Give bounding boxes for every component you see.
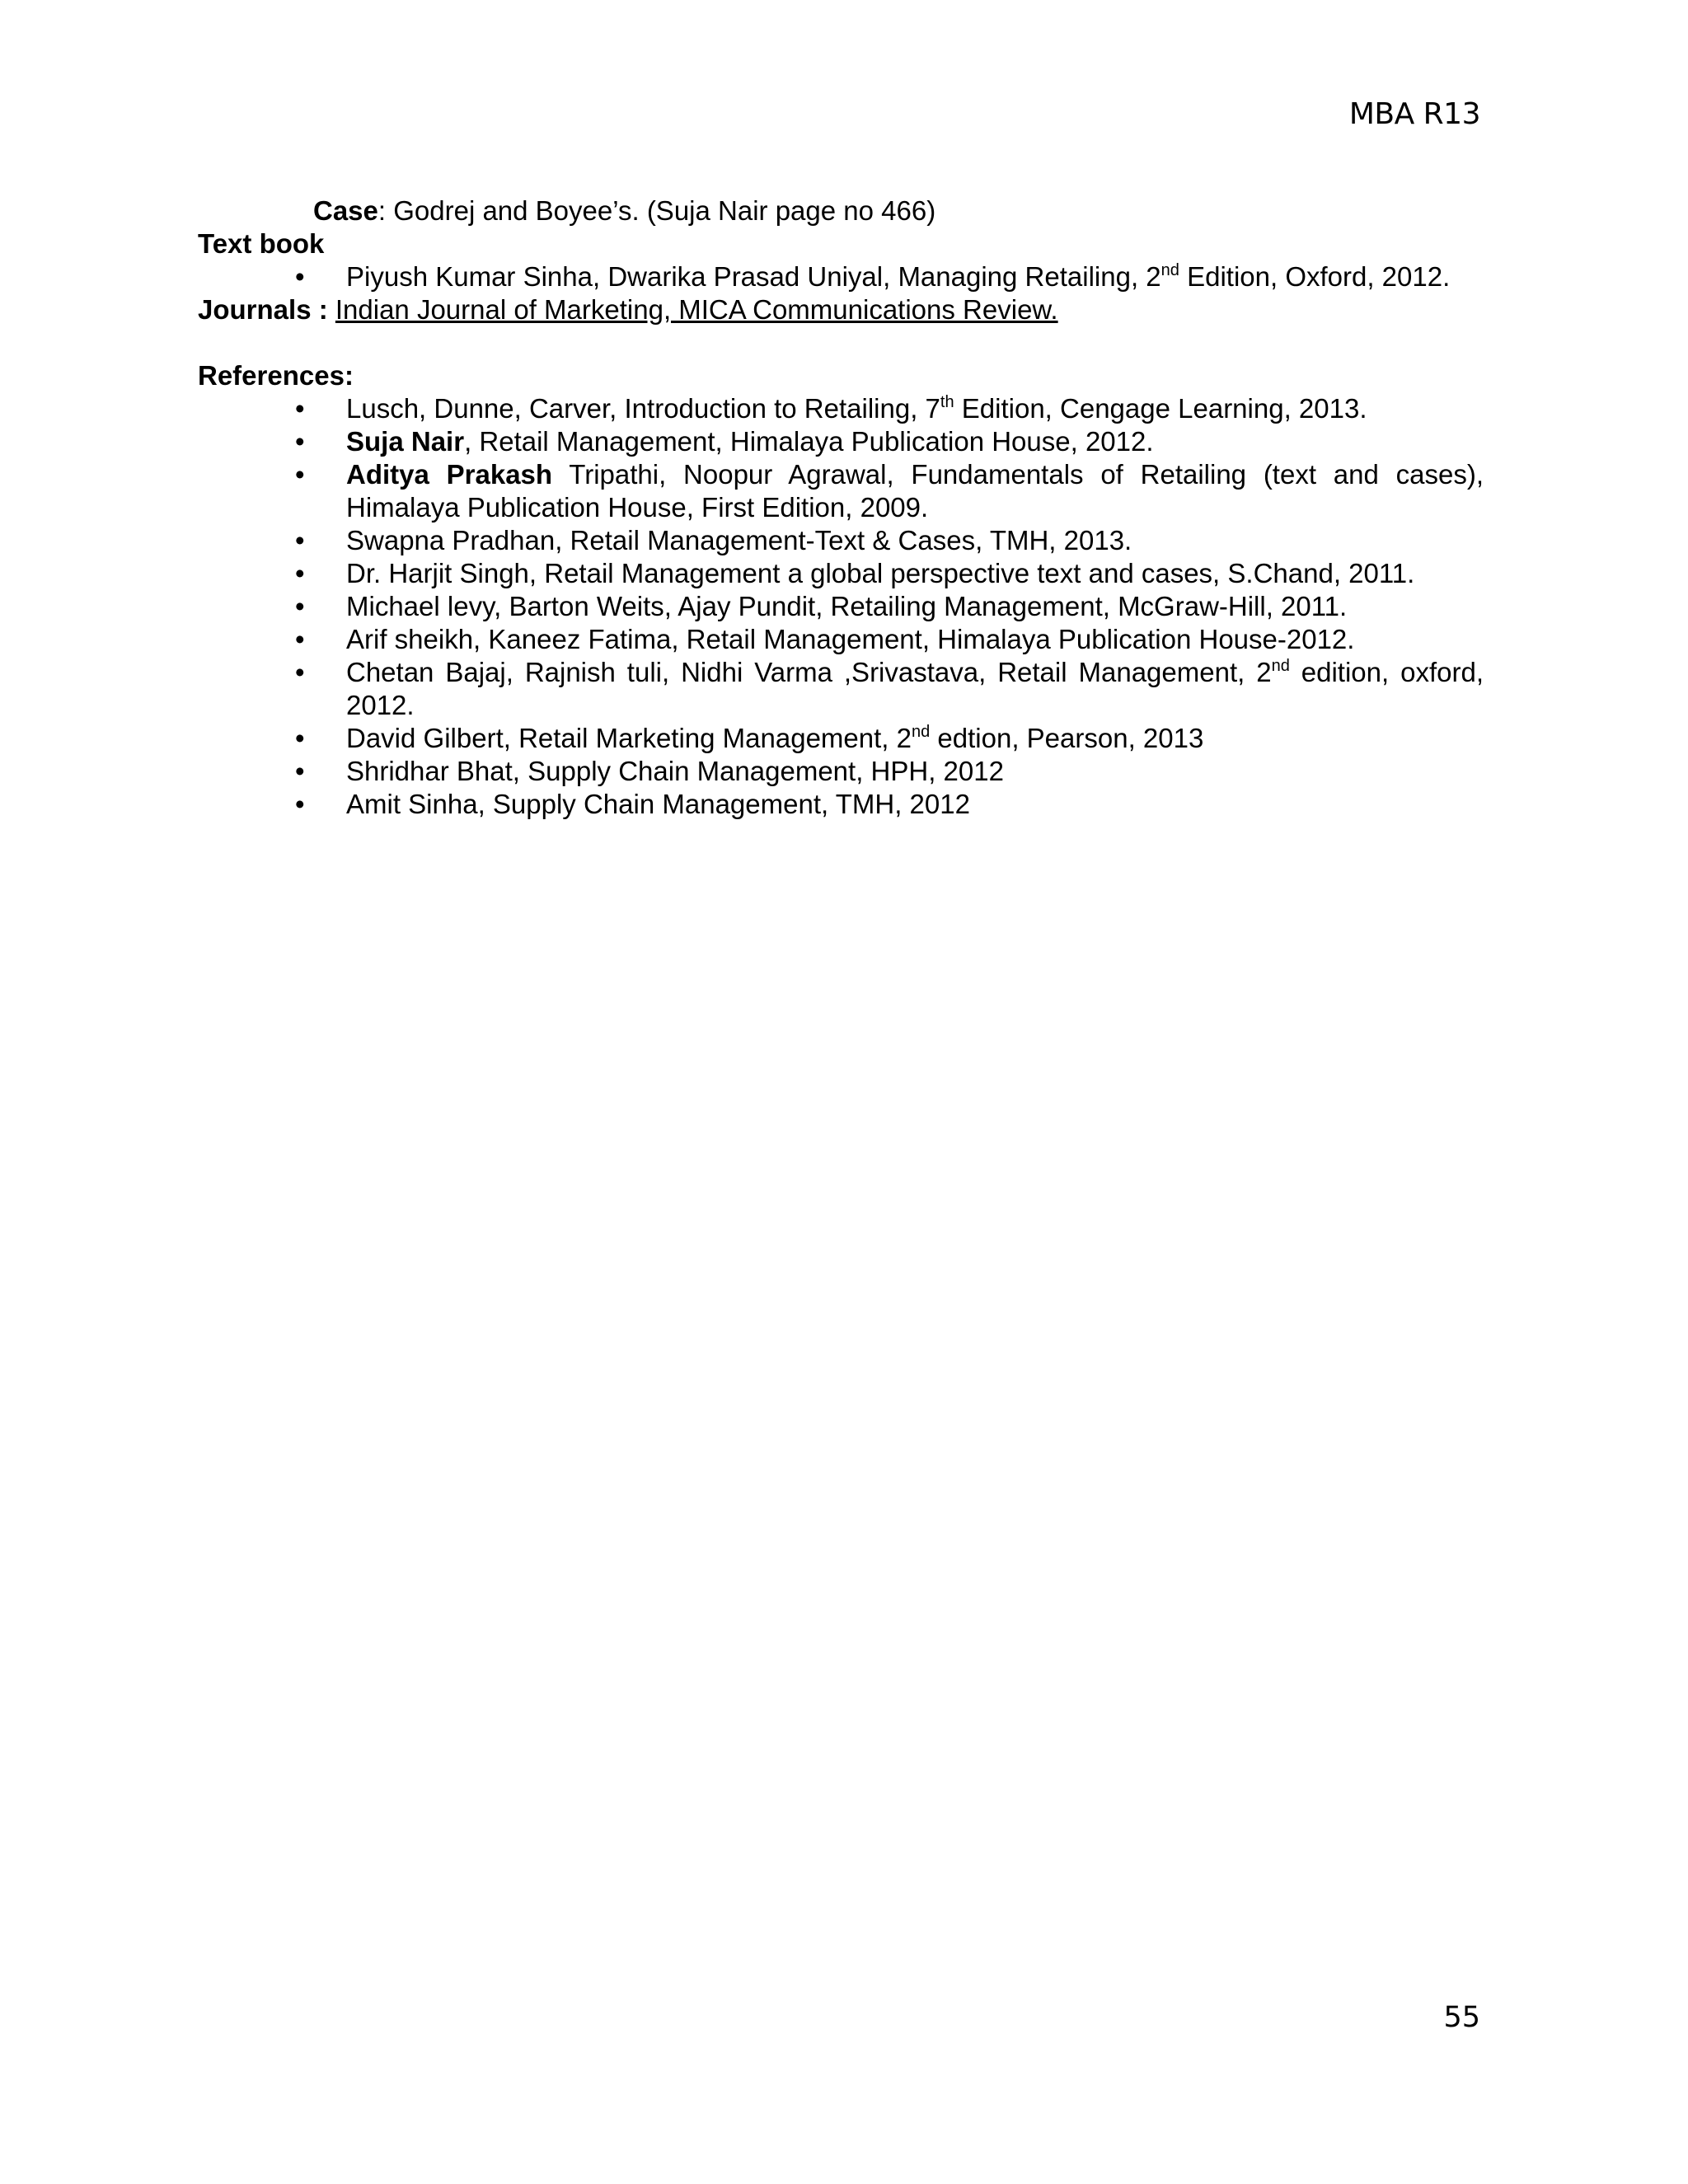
reference-item (198, 425, 1484, 458)
reference-sup: th (940, 393, 954, 411)
page-number: 55 (1443, 2001, 1480, 2034)
reference-item (198, 656, 1484, 722)
reference-item (198, 788, 1484, 821)
references-heading: References: (198, 360, 354, 391)
bullet-icon: • (295, 657, 305, 687)
textbook-item-sup: nd (1160, 261, 1179, 279)
reference-text-end: edition, oxford, 2012. (346, 657, 1484, 720)
reference-item (198, 557, 1484, 590)
bullet-icon: • (295, 459, 305, 490)
bullet-icon: • (295, 789, 305, 819)
document-body (198, 194, 1484, 821)
reference-sup: nd (1271, 657, 1290, 675)
reference-text-end: Edition, Cengage Learning, 2013. (954, 393, 1367, 424)
reference-text: Michael levy, Barton Weits, Ajay Pundit, Retailing Management, McGraw-Hill, 2011. (346, 591, 1348, 621)
case-line (198, 194, 1484, 227)
reference-item (198, 623, 1484, 656)
reference-item (198, 524, 1484, 557)
reference-item (198, 392, 1484, 425)
reference-text: Shridhar Bhat, Supply Chain Management, HPH, 2012 (346, 756, 1004, 786)
reference-item (198, 458, 1484, 524)
bullet-icon: • (295, 558, 305, 588)
reference-text-end: edtion, Pearson, 2013 (930, 723, 1204, 753)
bullet-icon: • (295, 624, 305, 654)
bullet-icon: • (295, 393, 305, 424)
reference-text: David Gilbert, Retail Marketing Management, 2 (346, 723, 912, 753)
journals-label: Journals : (198, 294, 335, 325)
spacer (198, 326, 1484, 359)
reference-item (198, 722, 1484, 755)
textbook-item (198, 260, 1484, 293)
case-text: : Godrej and Boyee’s. (Suja Nair page no 466) (377, 195, 936, 226)
reference-sup: nd (911, 723, 931, 741)
reference-text: Amit Sinha, Supply Chain Management, TMH, 2012 (346, 789, 970, 819)
textbook-item-text-end: Edition, Oxford, 2012. (1179, 261, 1451, 292)
reference-text: Lusch, Dunne, Carver, Introduction to Retailing, 7 (346, 393, 940, 424)
reference-text: Tripathi, Noopur Agrawal, Fundamentals of Retailing (text and cases), Himalaya Publication House, First Edition, 2009. (346, 459, 1484, 523)
reference-author-bold: Aditya Prakash (346, 459, 553, 490)
bullet-icon: • (295, 261, 305, 292)
textbook-heading: Text book (198, 228, 325, 259)
reference-text: , Retail Management, Himalaya Publication House, 2012. (464, 426, 1154, 457)
textbook-list (198, 260, 1484, 293)
textbook-item-text: Piyush Kumar Sinha, Dwarika Prasad Uniyal, Managing Retailing, 2 (346, 261, 1161, 292)
journals-link[interactable]: Indian Journal of Marketing, MICA Communications Review. (335, 294, 1058, 325)
bullet-icon: • (295, 756, 305, 786)
reference-text: Chetan Bajaj, Rajnish tuli, Nidhi Varma ,Srivastava, Retail Management, 2 (346, 657, 1272, 687)
reference-author-bold: Suja Nair (346, 426, 465, 457)
reference-item (198, 590, 1484, 623)
reference-text: Swapna Pradhan, Retail Management-Text & Cases, TMH, 2013. (346, 525, 1132, 555)
reference-item (198, 755, 1484, 788)
bullet-icon: • (295, 723, 305, 753)
header-course-code: MBA R13 (1348, 97, 1480, 131)
reference-text: Dr. Harjit Singh, Retail Management a global perspective text and cases, S.Chand, 2011. (346, 558, 1415, 588)
bullet-icon: • (295, 591, 305, 621)
reference-text: Arif sheikh, Kaneez Fatima, Retail Management, Himalaya Publication House-2012. (346, 624, 1355, 654)
references-list (198, 392, 1484, 821)
bullet-icon: • (295, 426, 305, 457)
case-label: Case (313, 195, 378, 226)
bullet-icon: • (295, 525, 305, 555)
journals-line (198, 293, 1484, 326)
